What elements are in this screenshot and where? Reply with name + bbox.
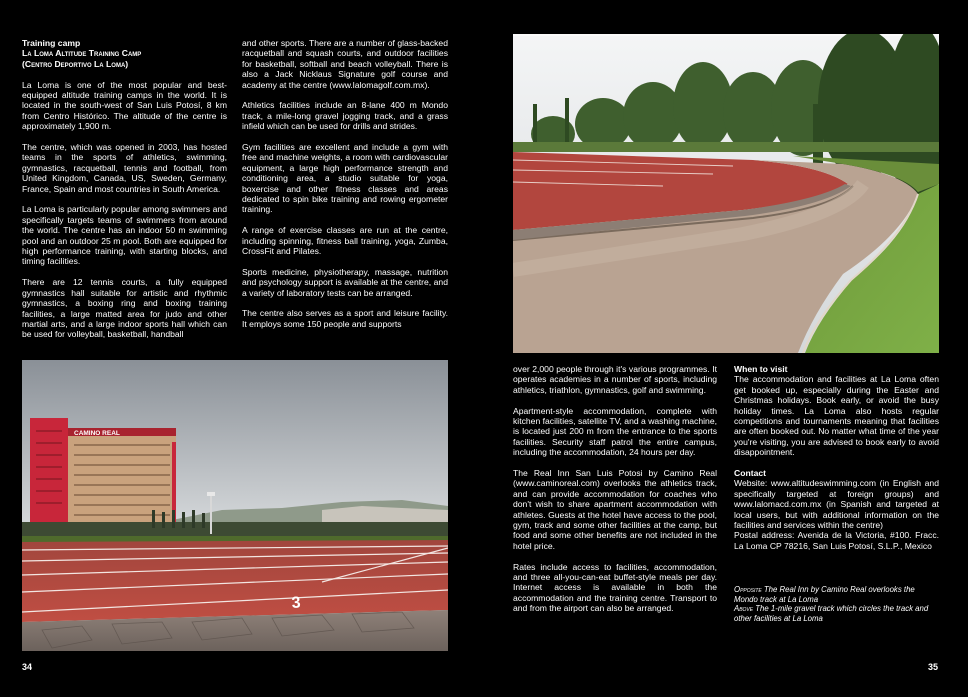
contact-website: Website: www.altitudeswimming.com (in English and specifically targeted at foreign groups) and www.lalomacd.com.mx (in Spanish and targeted at local users, but with additional information on the facilities and services within the centre) <box>734 478 939 531</box>
body-paragraph: The centre, which was opened in 2003, has hosted teams in the sports of athletics, swimming, gymnastics, racquetball, tennis and football, from United Kingdom, Canada, US, Sweden, Germany, France, Spain and most countries in South America. <box>22 142 227 194</box>
body-paragraph: The centre also serves as a sport and leisure facility. It employs some 150 people and supports <box>242 308 448 329</box>
body-paragraph: and other sports. There are a number of glass-backed racquetball and squash courts, and outdoor facilities for basketball, softball and beach volleyball. There is also a Jack Nicklaus Signature golf course and academy at the centre (www.lalomagolf.com.mx). <box>242 38 448 90</box>
body-paragraph: Rates include access to facilities, accommodation, and three all-you-can-eat buffet-style meals per day. Internet access is available in both the accommodation and the training centre. Transport to and from the airport can also be arranged. <box>513 561 717 614</box>
page-number-right: 35 <box>928 662 939 672</box>
contact-postal: Postal address: Avenida de la Victoria, #100. Fracc. La Loma CP 78216, San Luis Potosí, S.L.P., Mexico <box>734 530 939 551</box>
gravel-track-photo <box>513 34 939 353</box>
camp-subname: (Centro Deportivo La Loma) <box>22 58 129 69</box>
hotel-sign: CAMINO REAL <box>74 430 120 437</box>
caption-above-label: Above <box>734 604 754 614</box>
contact-heading: Contact <box>734 468 766 479</box>
body-paragraph: Athletics facilities include an 8-lane 400 m Mondo track, a mile-long gravel jogging track, and a grass infield which can be used for drills and strides. <box>242 100 448 132</box>
caption-above <box>734 604 939 623</box>
body-paragraph: Gym facilities are excellent and include a gym with free and machine weights, a room with cardiovascular equipment, a large high performance strength and conditioning area, a studio suitable for yoga, boxercise and other fitness classes and areas dedicated to spin bike training and rowing ergometer training. <box>242 142 448 215</box>
when-to-visit-text: The accommodation and facilities at La Loma often get booked up, especially during the Easter and Christmas holidays. Book early, or avoid the busy holiday times. La Loma also hosts regular competitions and tournaments meaning that facilities are often booked out. No matter what time of the year you're visiting, you are advised to book early to avoid disappointment. <box>734 374 939 458</box>
body-paragraph: Apartment-style accommodation, complete with kitchen facilities, satellite TV, and a washing machine, is located just 200 m from the entrance to the sports facilities. Security staff patrol the entire campus, including the accommodation, 24 hours per day. <box>513 405 717 458</box>
body-paragraph: There are 12 tennis courts, a fully equipped gymnastics hall suitable for artistic and rhythmic gymnastics, a boxing ring and boxing training facilities, a large matted area for judo and other martial arts, and a large indoor sports hall which can be used for volleyball, basketball, handball <box>22 277 227 340</box>
page-number-left: 34 <box>22 662 33 672</box>
body-paragraph: La Loma is one of the most popular and best-equipped altitude training camps in the world. It is located in the south-west of San Luis Potosí, 8 km from Centro Histórico. The altitude of the centre is approximately 1,900 m. <box>22 79 227 132</box>
body-paragraph: The Real Inn San Luis Potosi by Camino Real (www.caminoreal.com) overlooks the athletics track, and can provide accommodation for coaches who don't wish to share apartment accommodation with athletes. Guests at the hotel have access to the pool, gym, track and some other facilities at the camp, but food and some other benefits are not included in the hotel price. <box>513 468 717 551</box>
left-column-2 <box>242 38 448 329</box>
right-column-2 <box>734 364 939 624</box>
body-paragraph: A range of exercise classes are run at the centre, including spinning, fitness ball training, yoga, Zumba, CrossFit and Pilates. <box>242 225 448 257</box>
photo-captions <box>734 585 939 623</box>
body-paragraph: Sports medicine, physiotherapy, massage, nutrition and psychology support is available at the centre, and a variety of laboratory tests can be arranged. <box>242 266 448 298</box>
body-paragraph: over 2,000 people through it's various programmes. It operates academies in a number of sports, including athletics, triathlon, gymnastics, golf and swimming. <box>513 364 717 395</box>
hotel-track-photo <box>22 360 448 651</box>
lane-number: 3 <box>291 594 302 612</box>
camp-name: La Loma Altitude Training Camp <box>22 48 142 59</box>
caption-opposite-text: The Real Inn by Camino Real overlooks the Mondo track at La Loma <box>734 585 915 604</box>
caption-above-text: The 1-mile gravel track which circles the track and other facilities at La Loma <box>734 604 929 624</box>
when-to-visit-heading: When to visit <box>734 364 788 374</box>
right-column-1 <box>513 364 717 614</box>
left-column-1 <box>22 38 227 350</box>
caption-opposite-label: Opposite <box>734 585 762 595</box>
caption-opposite <box>734 585 939 604</box>
body-paragraph: La Loma is particularly popular among swimmers and specifically targets teams of swimmers from around the world. The centre has an indoor 50 m swimming pool and an outdoor 25 m pool. Both are equipped for high performance training, with starting blocks, and timing facilities. <box>22 204 227 267</box>
section-title: Training camp <box>22 38 81 48</box>
